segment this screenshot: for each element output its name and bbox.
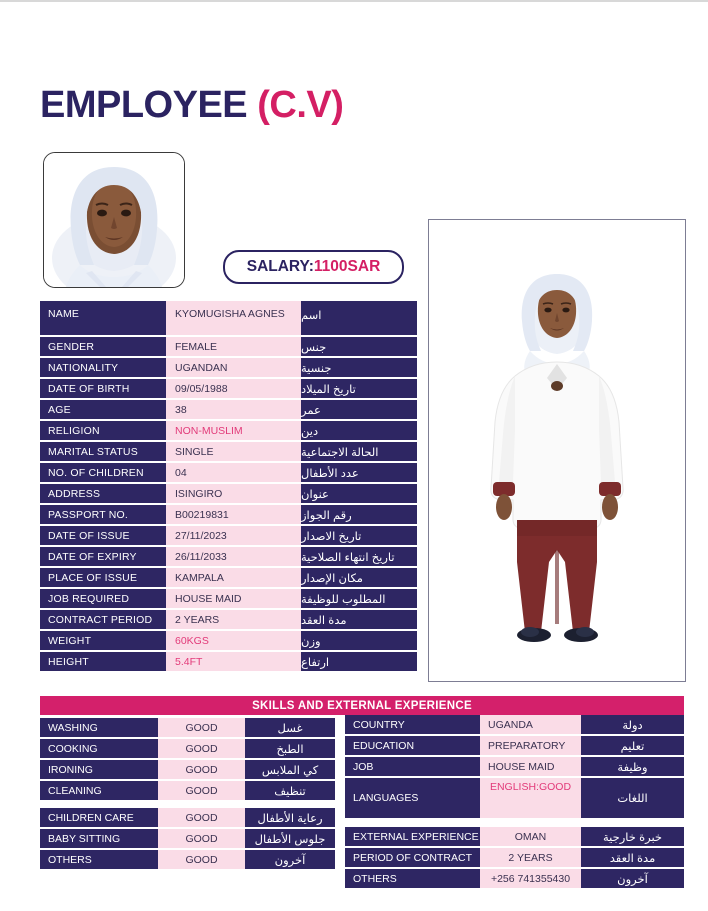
experience-label-arabic: مدة العقد: [581, 848, 684, 867]
info-label: PLACE OF ISSUE: [40, 568, 166, 587]
info-label: RELIGION: [40, 421, 166, 440]
info-label-arabic: تاريخ الميلاد: [301, 379, 417, 398]
table-row: [40, 760, 375, 779]
info-label-arabic: تاريخ الاصدار: [301, 526, 417, 545]
skill-label: OTHERS: [40, 850, 158, 869]
experience-label-arabic: وظيفة: [581, 757, 684, 776]
info-value: SINGLE: [166, 442, 301, 461]
salary-label: SALARY:: [246, 258, 314, 275]
skill-rating: GOOD: [158, 760, 245, 779]
info-label: GENDER: [40, 337, 166, 356]
table-row: [40, 850, 375, 869]
skill-label: WASHING: [40, 718, 158, 737]
info-label: MARITAL STATUS: [40, 442, 166, 461]
info-value: 38: [166, 400, 301, 419]
table-row: [40, 301, 417, 335]
info-label: NATIONALITY: [40, 358, 166, 377]
table-row: [345, 848, 684, 867]
table-row: [345, 736, 684, 755]
skills-table: [40, 718, 375, 871]
skills-section-header: SKILLS AND EXTERNAL EXPERIENCE: [40, 696, 684, 715]
info-label-arabic: عنوان: [301, 484, 417, 503]
skill-rating: GOOD: [158, 829, 245, 848]
info-label-arabic: المطلوب للوظيفة: [301, 589, 417, 608]
table-row: [40, 442, 417, 461]
table-row: [40, 808, 375, 827]
table-row: [40, 829, 375, 848]
skill-label-arabic: جلوس الأطفال: [245, 829, 335, 848]
table-row: [40, 739, 375, 758]
skill-label: COOKING: [40, 739, 158, 758]
skill-label: BABY SITTING: [40, 829, 158, 848]
row-spacer: [345, 820, 684, 827]
table-row: [40, 631, 417, 650]
experience-value: +256 741355430: [480, 869, 581, 888]
skill-label-arabic: رعاية الأطفال: [245, 808, 335, 827]
info-label-arabic: جنس: [301, 337, 417, 356]
skill-rating: GOOD: [158, 739, 245, 758]
info-label: PASSPORT NO.: [40, 505, 166, 524]
experience-label-arabic: آخرون: [581, 869, 684, 888]
info-label: AGE: [40, 400, 166, 419]
table-row: [40, 568, 417, 587]
skill-label: IRONING: [40, 760, 158, 779]
table-row: [40, 526, 417, 545]
table-row: [40, 358, 417, 377]
info-value: 27/11/2023: [166, 526, 301, 545]
table-row: [40, 505, 417, 524]
skill-label-arabic: غسل: [245, 718, 335, 737]
skill-label: CLEANING: [40, 781, 158, 800]
info-label: HEIGHT: [40, 652, 166, 671]
info-label-arabic: جنسية: [301, 358, 417, 377]
info-label: ADDRESS: [40, 484, 166, 503]
info-label: CONTRACT PERIOD: [40, 610, 166, 629]
info-label: NO. OF CHILDREN: [40, 463, 166, 482]
experience-label-arabic: اللغات: [581, 778, 684, 818]
info-label-arabic: رقم الجواز: [301, 505, 417, 524]
info-value: ISINGIRO: [166, 484, 301, 503]
table-row: [40, 337, 417, 356]
info-value: 09/05/1988: [166, 379, 301, 398]
info-value: HOUSE MAID: [166, 589, 301, 608]
info-label: DATE OF BIRTH: [40, 379, 166, 398]
experience-label-arabic: خبرة خارجية: [581, 827, 684, 846]
experience-label-arabic: دولة: [581, 715, 684, 734]
table-row: [40, 421, 417, 440]
info-value: B00219831: [166, 505, 301, 524]
info-label-arabic: ارتفاع: [301, 652, 417, 671]
experience-value: PREPARATORY: [480, 736, 581, 755]
info-label-arabic: وزن: [301, 631, 417, 650]
info-value: 04: [166, 463, 301, 482]
experience-value: ENGLISH:GOOD: [480, 778, 581, 818]
skill-label-arabic: كي الملابس: [245, 760, 335, 779]
info-label-arabic: دين: [301, 421, 417, 440]
experience-label: JOB: [345, 757, 480, 776]
info-label: DATE OF ISSUE: [40, 526, 166, 545]
info-value: FEMALE: [166, 337, 301, 356]
salary-badge: [223, 250, 404, 284]
table-row: [40, 484, 417, 503]
external-experience-table: [345, 715, 684, 890]
experience-label: OTHERS: [345, 869, 480, 888]
table-row: [40, 400, 417, 419]
table-row: [345, 757, 684, 776]
info-value: NON-MUSLIM: [166, 421, 301, 440]
table-row: [345, 827, 684, 846]
table-row: [40, 379, 417, 398]
skill-rating: GOOD: [158, 781, 245, 800]
employee-info-table: [40, 301, 417, 673]
top-divider-line: [0, 0, 708, 2]
info-value: 2 YEARS: [166, 610, 301, 629]
info-value: 60KGS: [166, 631, 301, 650]
experience-value: 2 YEARS: [480, 848, 581, 867]
info-label-arabic: عمر: [301, 400, 417, 419]
experience-label: EDUCATION: [345, 736, 480, 755]
experience-label: PERIOD OF CONTRACT: [345, 848, 480, 867]
info-label-arabic: عدد الأطفال: [301, 463, 417, 482]
table-row: [40, 589, 417, 608]
info-label: WEIGHT: [40, 631, 166, 650]
table-row: [40, 718, 375, 737]
table-row: [345, 715, 684, 734]
table-row: [40, 652, 417, 671]
info-value: UGANDAN: [166, 358, 301, 377]
table-row: [40, 547, 417, 566]
skill-rating: GOOD: [158, 808, 245, 827]
skill-label: CHILDREN CARE: [40, 808, 158, 827]
info-label-arabic: الحالة الاجتماعية: [301, 442, 417, 461]
page-title-cv: (C.V): [257, 84, 344, 126]
table-row: [345, 869, 684, 888]
experience-value: UGANDA: [480, 715, 581, 734]
info-value: 5.4FT: [166, 652, 301, 671]
info-label-arabic: مدة العقد: [301, 610, 417, 629]
info-label: NAME: [40, 301, 166, 335]
info-label-arabic: تاريخ انتهاء الصلاحية: [301, 547, 417, 566]
skill-label-arabic: الطبخ: [245, 739, 335, 758]
experience-value: OMAN: [480, 827, 581, 846]
experience-label: COUNTRY: [345, 715, 480, 734]
info-value: KAMPALA: [166, 568, 301, 587]
experience-label: LANGUAGES: [345, 778, 480, 818]
table-row: [40, 610, 417, 629]
info-label: DATE OF EXPIRY: [40, 547, 166, 566]
info-value: KYOMUGISHA AGNES: [166, 301, 301, 335]
salary-value: 1100SAR: [313, 258, 381, 275]
table-row: [345, 778, 684, 818]
info-value: 26/11/2033: [166, 547, 301, 566]
table-row: [40, 781, 375, 800]
table-row: [40, 463, 417, 482]
info-label-arabic: اسم: [301, 301, 417, 335]
skill-rating: GOOD: [158, 850, 245, 869]
experience-value: HOUSE MAID: [480, 757, 581, 776]
employee-full-body-photo: [428, 219, 686, 682]
info-label: JOB REQUIRED: [40, 589, 166, 608]
page-title: [40, 84, 343, 127]
info-label-arabic: مكان الإصدار: [301, 568, 417, 587]
skill-label-arabic: تنظيف: [245, 781, 335, 800]
page-title-main: EMPLOYEE: [40, 84, 258, 126]
experience-label-arabic: تعليم: [581, 736, 684, 755]
experience-label: EXTERNAL EXPERIENCE: [345, 827, 480, 846]
skill-label-arabic: آخرون: [245, 850, 335, 869]
skill-rating: GOOD: [158, 718, 245, 737]
employee-headshot-photo: [43, 152, 185, 288]
